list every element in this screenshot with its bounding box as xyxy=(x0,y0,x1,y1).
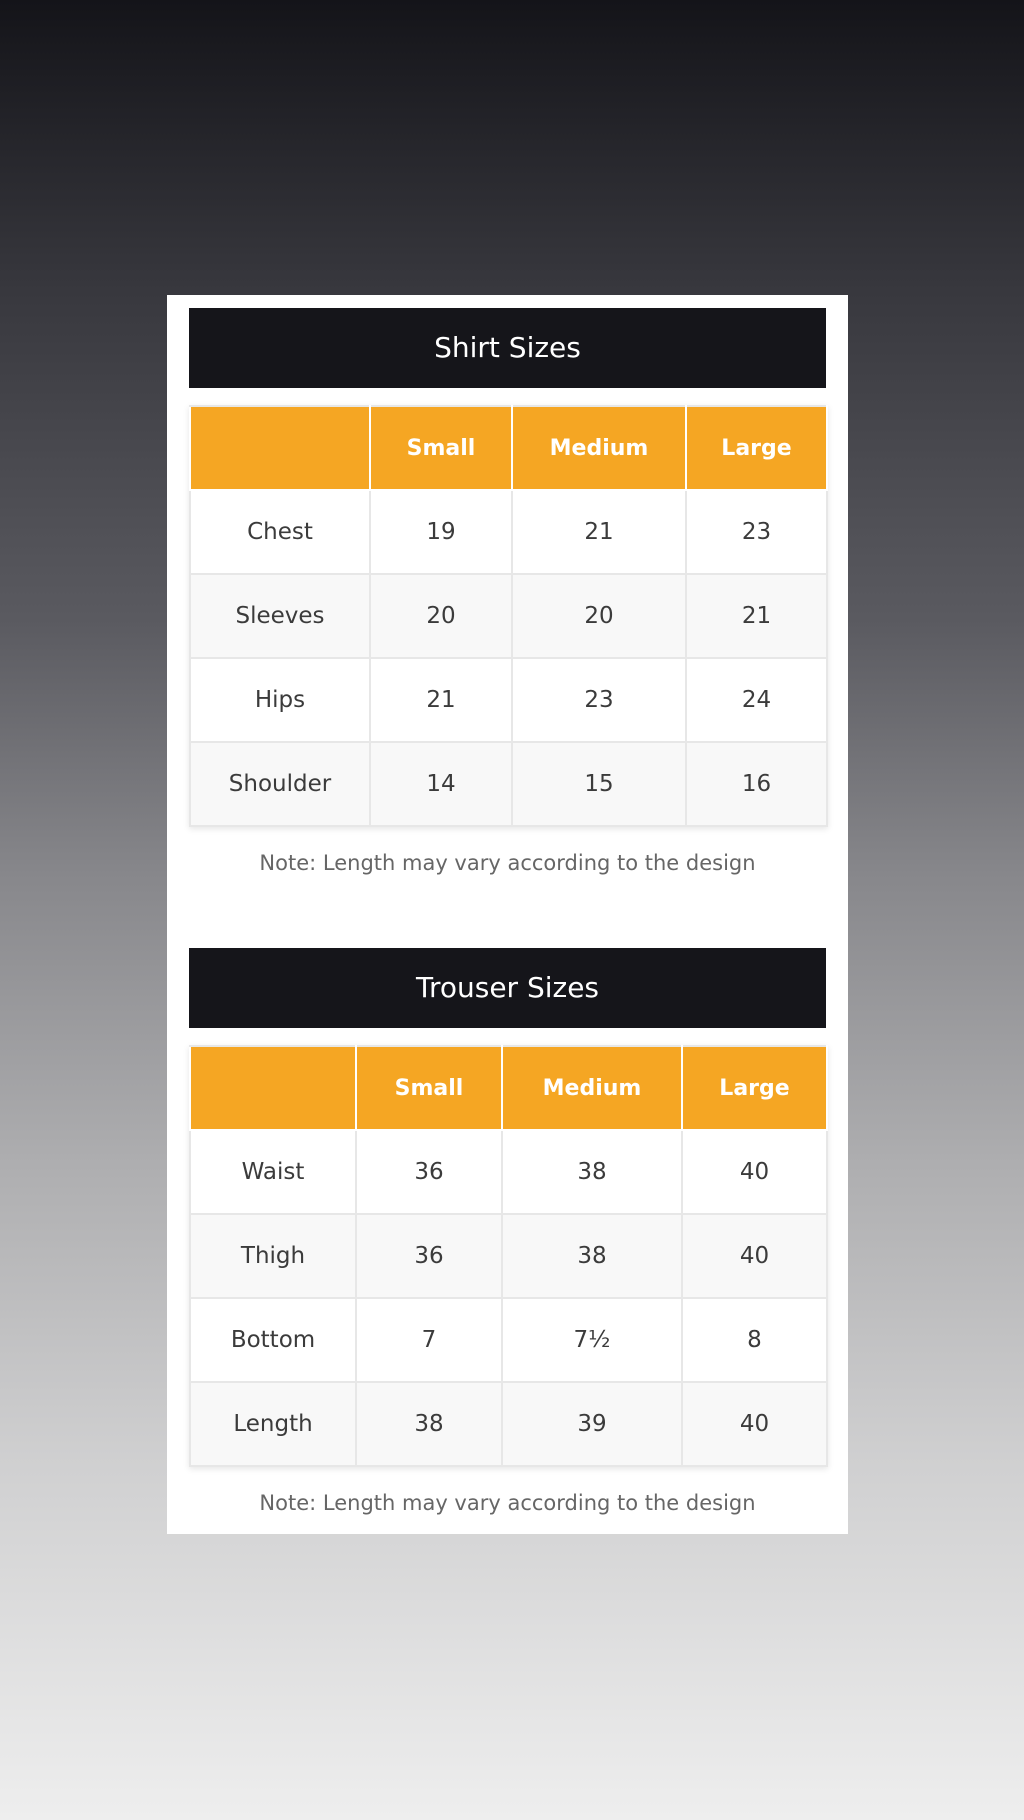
shirt-note: Note: Length may vary according to the design xyxy=(259,851,756,875)
table-row xyxy=(190,1382,827,1466)
row-label: Chest xyxy=(190,490,370,574)
table-row xyxy=(190,1130,827,1214)
cell-small: 21 xyxy=(370,658,512,742)
cell-medium: 39 xyxy=(502,1382,682,1466)
cell-large: 24 xyxy=(686,658,827,742)
cell-large: 40 xyxy=(682,1214,827,1298)
table-row xyxy=(190,658,827,742)
header-cell-large: Large xyxy=(682,1046,827,1130)
cell-large: 21 xyxy=(686,574,827,658)
header-cell-large: Large xyxy=(686,406,827,490)
row-label: Sleeves xyxy=(190,574,370,658)
table-row xyxy=(190,490,827,574)
size-chart-card xyxy=(167,295,848,1534)
table-header-row xyxy=(190,406,827,490)
header-cell-medium: Medium xyxy=(502,1046,682,1130)
header-cell-medium: Medium xyxy=(512,406,686,490)
row-label: Waist xyxy=(190,1130,356,1214)
cell-small: 7 xyxy=(356,1298,502,1382)
cell-small: 36 xyxy=(356,1130,502,1214)
trouser-sizes-title: Trouser Sizes xyxy=(189,948,826,1028)
cell-small: 20 xyxy=(370,574,512,658)
cell-medium: 15 xyxy=(512,742,686,826)
cell-small: 38 xyxy=(356,1382,502,1466)
cell-large: 40 xyxy=(682,1130,827,1214)
trouser-note: Note: Length may vary according to the design xyxy=(259,1491,756,1515)
cell-small: 14 xyxy=(370,742,512,826)
row-label: Length xyxy=(190,1382,356,1466)
header-cell-blank xyxy=(190,1046,356,1130)
cell-small: 36 xyxy=(356,1214,502,1298)
table-row xyxy=(190,742,827,826)
table-row xyxy=(190,574,827,658)
shirt-sizes-title: Shirt Sizes xyxy=(189,308,826,388)
cell-small: 19 xyxy=(370,490,512,574)
cell-medium: 7½ xyxy=(502,1298,682,1382)
row-label: Hips xyxy=(190,658,370,742)
shirt-size-table xyxy=(189,405,828,827)
cell-medium: 23 xyxy=(512,658,686,742)
cell-medium: 38 xyxy=(502,1214,682,1298)
cell-large: 8 xyxy=(682,1298,827,1382)
row-label: Thigh xyxy=(190,1214,356,1298)
row-label: Shoulder xyxy=(190,742,370,826)
cell-large: 16 xyxy=(686,742,827,826)
trouser-size-table xyxy=(189,1045,828,1467)
cell-medium: 21 xyxy=(512,490,686,574)
row-label: Bottom xyxy=(190,1298,356,1382)
table-row xyxy=(190,1214,827,1298)
header-cell-blank xyxy=(190,406,370,490)
cell-medium: 38 xyxy=(502,1130,682,1214)
header-cell-small: Small xyxy=(356,1046,502,1130)
cell-large: 40 xyxy=(682,1382,827,1466)
header-cell-small: Small xyxy=(370,406,512,490)
cell-medium: 20 xyxy=(512,574,686,658)
table-row xyxy=(190,1298,827,1382)
cell-large: 23 xyxy=(686,490,827,574)
table-header-row xyxy=(190,1046,827,1130)
